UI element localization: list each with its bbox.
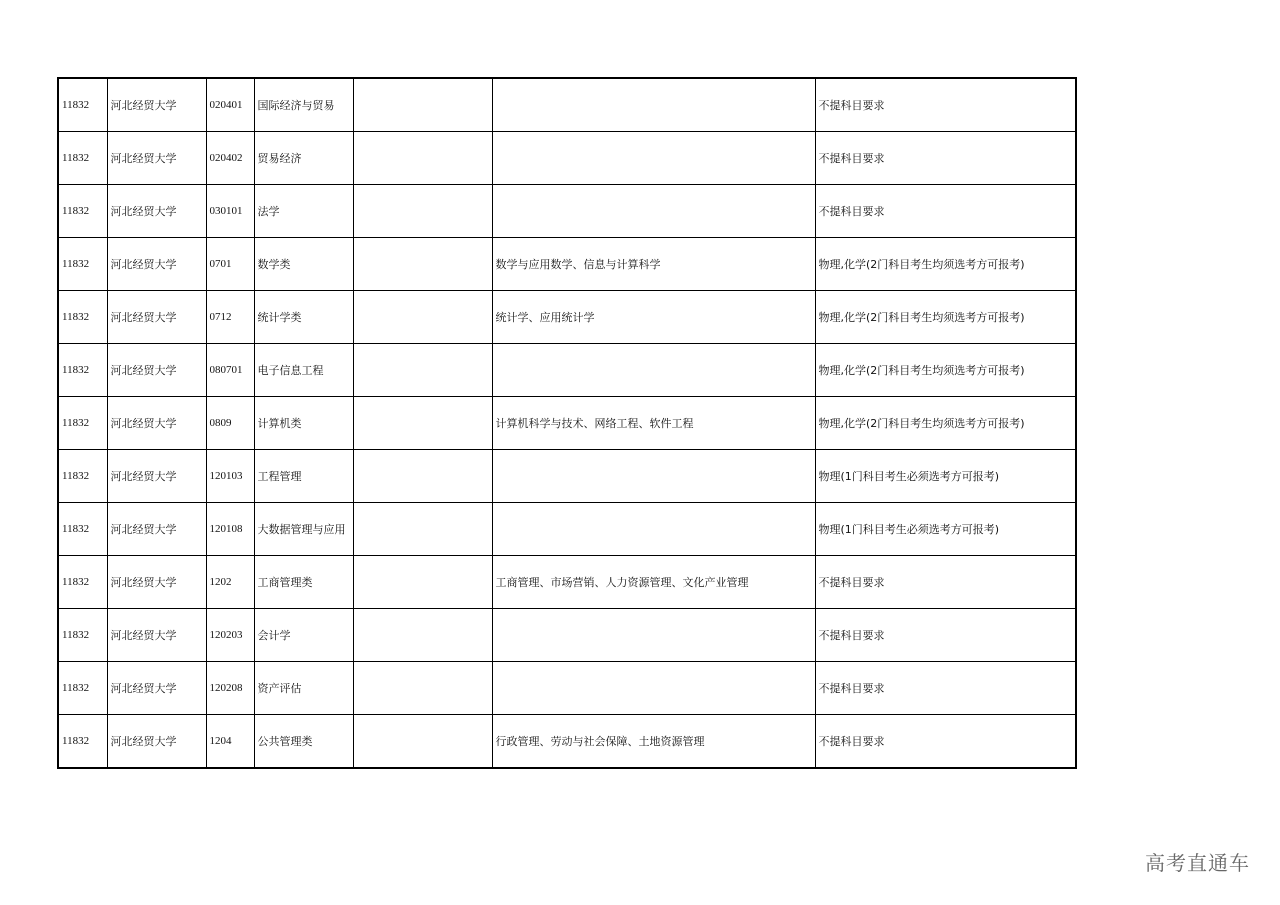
note-cell [353, 238, 492, 291]
major-name-cell: 计算机类 [254, 397, 353, 450]
subject-requirement-cell: 不提科目要求 [815, 185, 1076, 238]
note-cell [353, 185, 492, 238]
subject-requirement-cell: 不提科目要求 [815, 556, 1076, 609]
school-code-cell: 11832 [58, 132, 107, 185]
table-row [58, 185, 1076, 238]
major-name-cell: 国际经济与贸易 [254, 78, 353, 132]
major-code-cell: 0701 [206, 238, 254, 291]
major-code-cell: 030101 [206, 185, 254, 238]
note-cell [353, 662, 492, 715]
major-code-cell: 0809 [206, 397, 254, 450]
included-majors-cell: 统计学、应用统计学 [492, 291, 815, 344]
subject-requirement-table [57, 77, 1077, 769]
school-name-cell: 河北经贸大学 [107, 609, 206, 662]
major-code-cell: 020402 [206, 132, 254, 185]
school-code-cell: 11832 [58, 291, 107, 344]
school-code-cell: 11832 [58, 503, 107, 556]
table-row [58, 291, 1076, 344]
major-code-cell: 0712 [206, 291, 254, 344]
school-code-cell: 11832 [58, 450, 107, 503]
included-majors-cell: 工商管理、市场营销、人力资源管理、文化产业管理 [492, 556, 815, 609]
major-code-cell: 120203 [206, 609, 254, 662]
major-name-cell: 工程管理 [254, 450, 353, 503]
included-majors-cell [492, 344, 815, 397]
table-row [58, 344, 1076, 397]
school-code-cell: 11832 [58, 662, 107, 715]
note-cell [353, 397, 492, 450]
major-name-cell: 统计学类 [254, 291, 353, 344]
note-cell [353, 78, 492, 132]
school-code-cell: 11832 [58, 609, 107, 662]
major-code-cell: 120103 [206, 450, 254, 503]
subject-requirement-cell: 不提科目要求 [815, 132, 1076, 185]
subject-requirement-cell: 物理(1门科目考生必须选考方可报考) [815, 450, 1076, 503]
major-name-cell: 会计学 [254, 609, 353, 662]
included-majors-cell: 行政管理、劳动与社会保障、土地资源管理 [492, 715, 815, 769]
subject-requirement-cell: 不提科目要求 [815, 662, 1076, 715]
school-name-cell: 河北经贸大学 [107, 397, 206, 450]
school-name-cell: 河北经贸大学 [107, 556, 206, 609]
included-majors-cell [492, 609, 815, 662]
subject-requirement-cell: 物理,化学(2门科目考生均须选考方可报考) [815, 344, 1076, 397]
major-name-cell: 贸易经济 [254, 132, 353, 185]
subject-requirement-cell: 物理(1门科目考生必须选考方可报考) [815, 503, 1076, 556]
note-cell [353, 132, 492, 185]
note-cell [353, 291, 492, 344]
school-code-cell: 11832 [58, 715, 107, 769]
school-name-cell: 河北经贸大学 [107, 662, 206, 715]
included-majors-cell [492, 662, 815, 715]
included-majors-cell: 计算机科学与技术、网络工程、软件工程 [492, 397, 815, 450]
table-body [58, 78, 1076, 768]
major-name-cell: 工商管理类 [254, 556, 353, 609]
table-row [58, 662, 1076, 715]
major-name-cell: 公共管理类 [254, 715, 353, 769]
included-majors-cell [492, 185, 815, 238]
school-name-cell: 河北经贸大学 [107, 503, 206, 556]
school-name-cell: 河北经贸大学 [107, 291, 206, 344]
major-code-cell: 120208 [206, 662, 254, 715]
school-name-cell: 河北经贸大学 [107, 344, 206, 397]
school-name-cell: 河北经贸大学 [107, 185, 206, 238]
note-cell [353, 344, 492, 397]
table-row [58, 78, 1076, 132]
table-row [58, 609, 1076, 662]
school-code-cell: 11832 [58, 78, 107, 132]
school-name-cell: 河北经贸大学 [107, 238, 206, 291]
table-row [58, 132, 1076, 185]
subject-requirement-cell: 不提科目要求 [815, 78, 1076, 132]
table-row [58, 397, 1076, 450]
school-code-cell: 11832 [58, 397, 107, 450]
subject-requirement-cell: 物理,化学(2门科目考生均须选考方可报考) [815, 238, 1076, 291]
table-row [58, 503, 1076, 556]
subject-requirement-cell: 物理,化学(2门科目考生均须选考方可报考) [815, 397, 1076, 450]
major-name-cell: 大数据管理与应用 [254, 503, 353, 556]
school-code-cell: 11832 [58, 556, 107, 609]
major-name-cell: 资产评估 [254, 662, 353, 715]
included-majors-cell [492, 78, 815, 132]
table-row [58, 556, 1076, 609]
school-name-cell: 河北经贸大学 [107, 450, 206, 503]
table-row [58, 238, 1076, 291]
included-majors-cell [492, 450, 815, 503]
major-code-cell: 080701 [206, 344, 254, 397]
note-cell [353, 503, 492, 556]
school-name-cell: 河北经贸大学 [107, 78, 206, 132]
major-name-cell: 数学类 [254, 238, 353, 291]
major-code-cell: 120108 [206, 503, 254, 556]
school-code-cell: 11832 [58, 344, 107, 397]
subject-requirement-cell: 不提科目要求 [815, 715, 1076, 769]
watermark-text: 高考直通车 [1145, 851, 1250, 875]
subject-requirement-cell: 物理,化学(2门科目考生均须选考方可报考) [815, 291, 1076, 344]
school-code-cell: 11832 [58, 238, 107, 291]
major-code-cell: 1202 [206, 556, 254, 609]
included-majors-cell: 数学与应用数学、信息与计算科学 [492, 238, 815, 291]
note-cell [353, 450, 492, 503]
school-code-cell: 11832 [58, 185, 107, 238]
note-cell [353, 715, 492, 769]
school-name-cell: 河北经贸大学 [107, 132, 206, 185]
school-name-cell: 河北经贸大学 [107, 715, 206, 769]
note-cell [353, 609, 492, 662]
included-majors-cell [492, 132, 815, 185]
major-name-cell: 法学 [254, 185, 353, 238]
included-majors-cell [492, 503, 815, 556]
subject-requirement-cell: 不提科目要求 [815, 609, 1076, 662]
table-row [58, 450, 1076, 503]
major-code-cell: 020401 [206, 78, 254, 132]
major-code-cell: 1204 [206, 715, 254, 769]
table-row [58, 715, 1076, 769]
major-name-cell: 电子信息工程 [254, 344, 353, 397]
note-cell [353, 556, 492, 609]
